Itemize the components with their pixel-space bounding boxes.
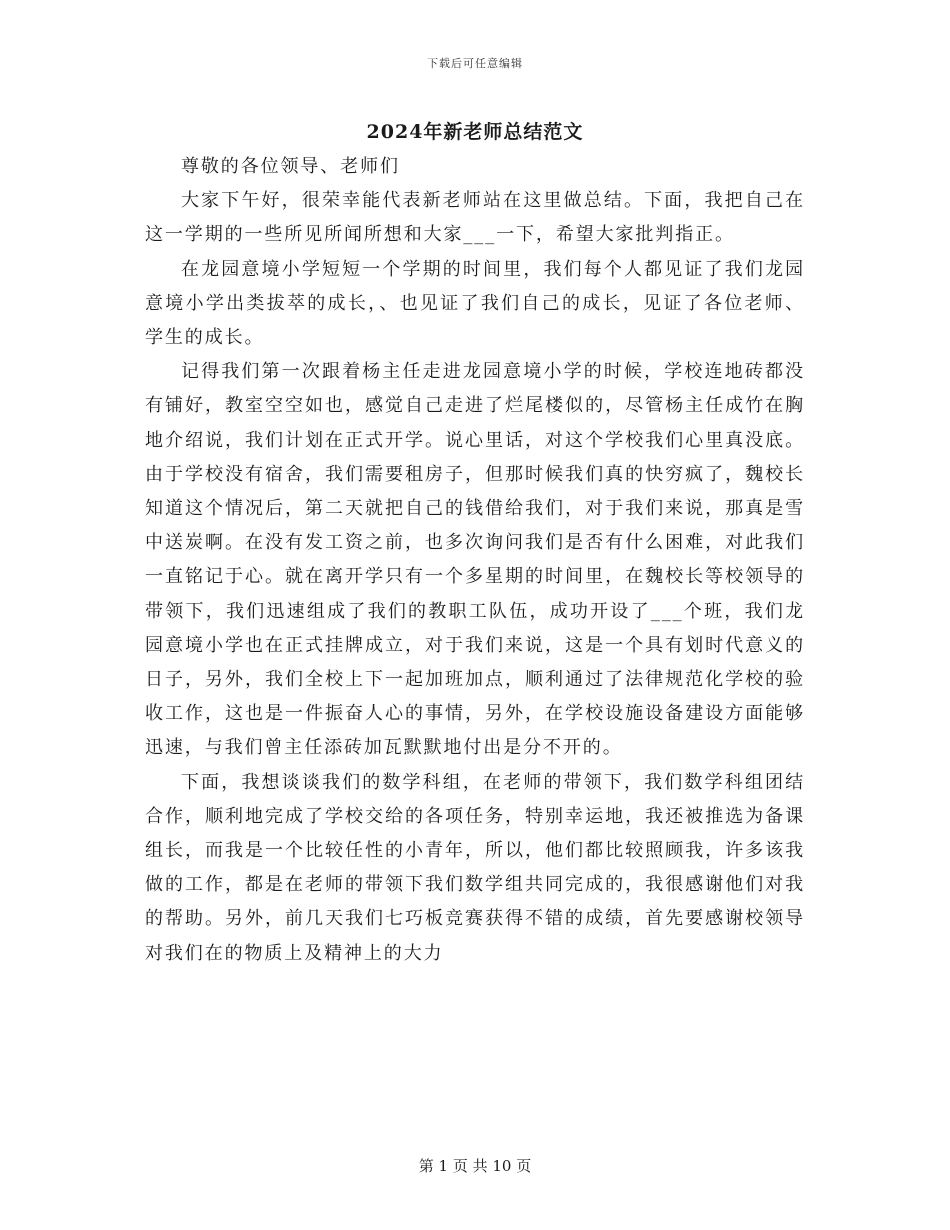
paragraph-math-group: 下面，我想谈谈我们的数学科组，在老师的带领下，我们数学科组团结合作，顺利地完成了学校交给的各项任务，特别幸运地，我还被推选为备课组长，而我是一个比较任性的小青年，所以，他们都比较照顾我，许多该我做的工作，都是在老师的带领下我们数学组共同完成的，我很感谢他们对我的帮助。另外，前几天我们七巧板竞赛获得不错的成绩，首先要感谢校领导对我们在的物质上及精神上的大力 [145,771,805,964]
paragraph-greeting: 大家下午好，很荣幸能代表新老师站在这里做总结。下面，我把自己在这一学期的一些所见所闻所想和大家___一下，希望大家批判指正。 [145,190,805,246]
document-title: 2024年新老师总结范文 [366,121,584,143]
document-body [145,150,805,971]
paragraph-salutation: 尊敬的各位领导、老师们 [181,156,400,177]
paragraph-growth: 在龙园意境小学短短一个学期的时间里，我们每个人都见证了我们龙园意境小学出类拔萃的成长，、也见证了我们自己的成长，见证了各位老师、学生的成长。 [145,258,805,349]
page-header-note: 下载后可任意编辑 [427,57,523,70]
paragraph-memories: 记得我们第一次跟着杨主任走进龙园意境小学的时候，学校连地砖都没有铺好，教室空空如也，感觉自己走进了烂尾楼似的，尽管杨主任成竹在胸地介绍说，我们计划在正式开学。说心里话，对这个学校我们心里真没底。由于学校没有宿舍，我们需要租房子，但那时候我们真的快穷疯了，魏校长知道这个情况后，第二天就把自己的钱借给我们，对于我们来说，那真是雪中送炭啊。在没有发工资之前，也多次询问我们是否有什么困难，对此我们一直铭记于心。就在离开学只有一个多星期的时间里，在魏校长等校领导的带领下，我们迅速组成了我们的教职工队伍，成功开设了___个班，我们龙园意境小学也在正式挂牌成立，对于我们来说，这是一个具有划时代意义的日子，另外，我们全校上下一起加班加点，顺利通过了法律规范化学校的验收工作，这也是一件振奋人心的事情，另外，在学校设施设备建设方面能够迅速，与我们曾主任添砖加瓦默默地付出是分不开的。 [145,361,805,759]
page-number-footer: 第 1 页 共 10 页 [418,1157,532,1175]
